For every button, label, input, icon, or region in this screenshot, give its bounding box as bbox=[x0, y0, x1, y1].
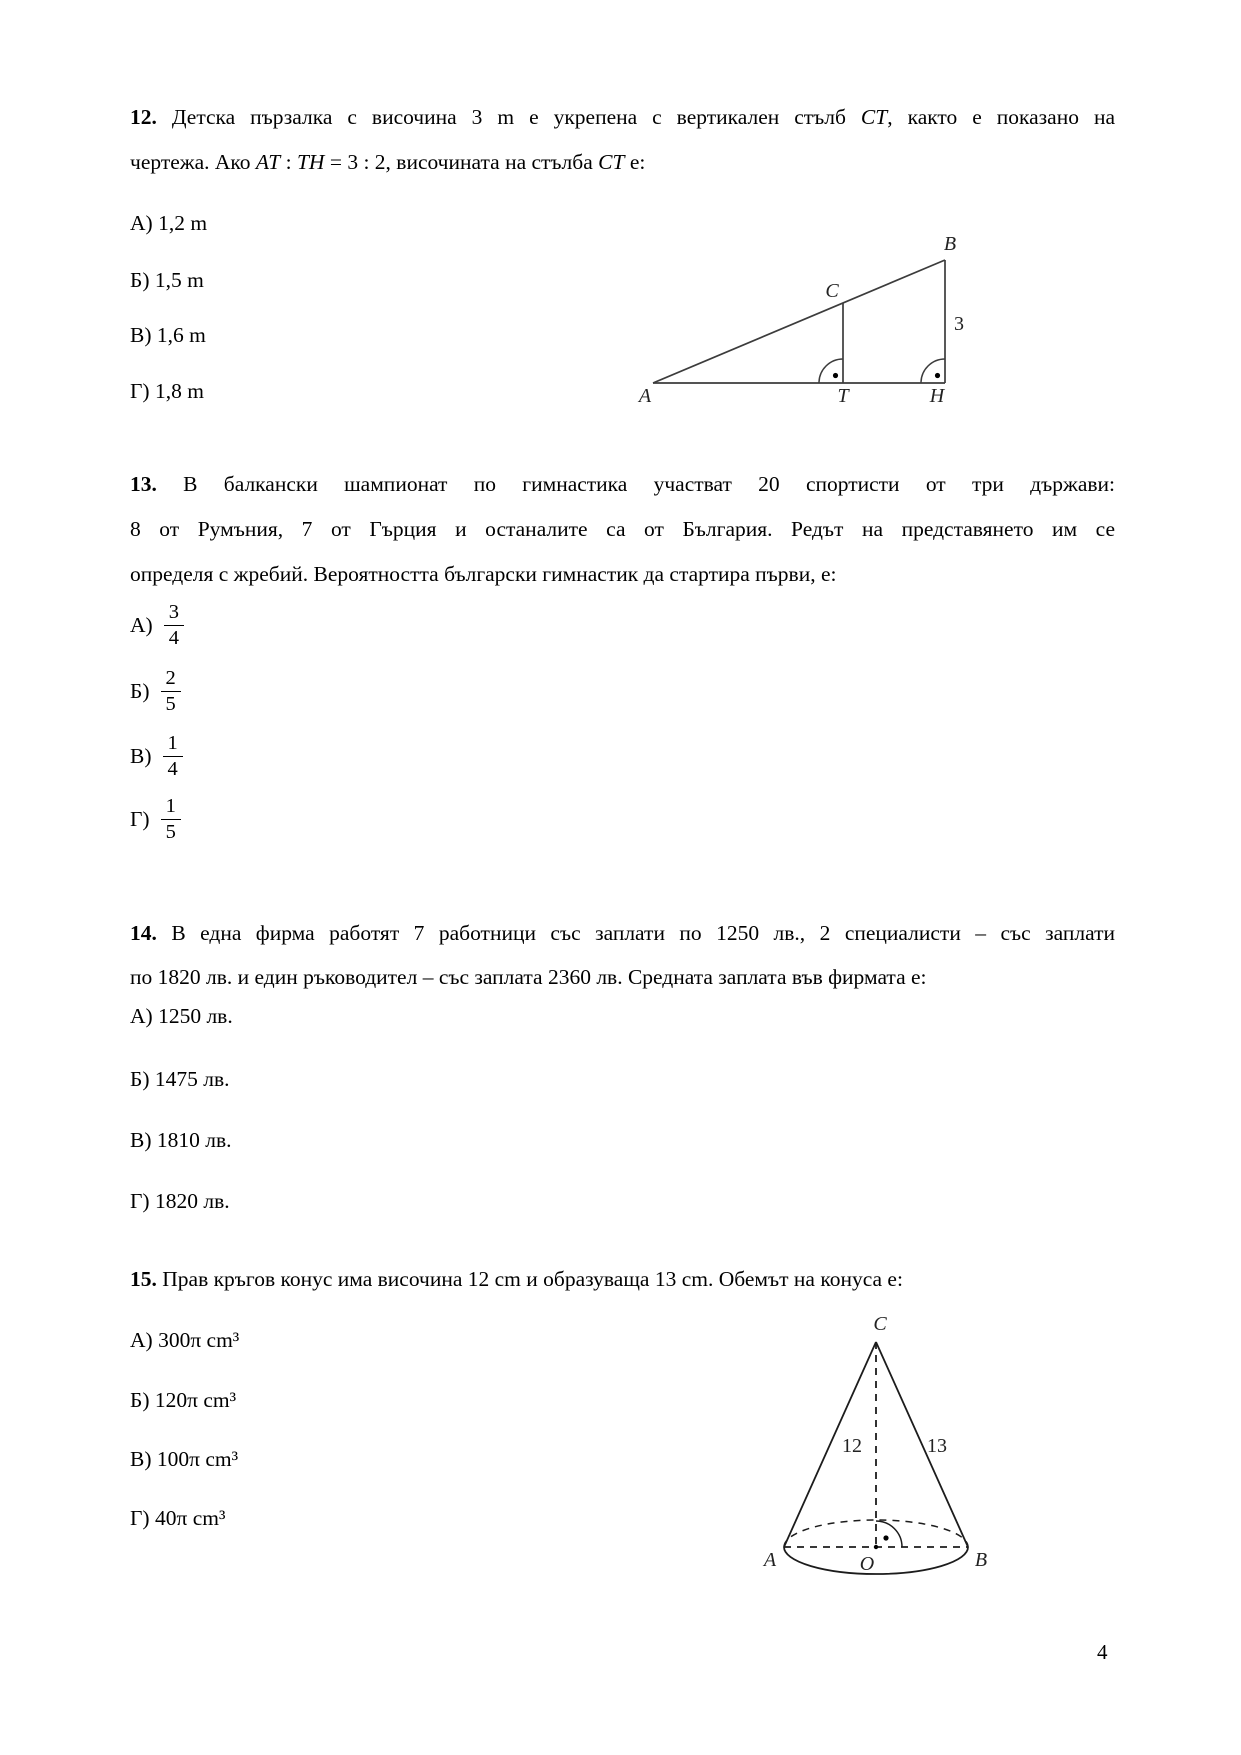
right-angle-arc-H bbox=[921, 359, 945, 383]
q12-option-b bbox=[130, 267, 204, 293]
q12-option-v bbox=[130, 322, 206, 348]
fraction bbox=[164, 600, 184, 650]
fraction-numerator: 1 bbox=[161, 794, 181, 820]
option-label: Г) bbox=[130, 1506, 150, 1530]
option-label: Б) bbox=[130, 1388, 150, 1412]
right-angle-dot-H bbox=[935, 373, 940, 378]
q13-option-g bbox=[130, 794, 181, 844]
triangle-label-T: T bbox=[837, 385, 849, 407]
slide-line-AB bbox=[653, 260, 945, 383]
right-angle-arc-T bbox=[819, 359, 843, 383]
question-14-line-1: 14. В една фирма работят 7 работници със заплати по 1250 лв., 2 специалисти – със заплати bbox=[130, 921, 1116, 945]
question-13-line-2: 8 от Румъния, 7 от Гърция и останалите са от България. Редът на представянето им се bbox=[130, 517, 1115, 541]
q14-option-v bbox=[130, 1127, 232, 1153]
fraction-numerator: 1 bbox=[163, 731, 183, 757]
question-13-line-1: 13. В балкански шампионат по гимнастика участват 20 спортисти от три държави: bbox=[130, 472, 1115, 496]
option-label: Б) bbox=[130, 1067, 150, 1091]
fraction-numerator: 2 bbox=[161, 666, 181, 692]
cone-label-A: A bbox=[763, 1549, 777, 1571]
option-text: 1475 лв. bbox=[154, 1067, 230, 1091]
question-12-line-1: 12. Детска пързалка с височина 3 m е укрепена с вертикален стълб CT, както е показано на bbox=[130, 105, 1116, 129]
option-label: В) bbox=[130, 323, 152, 347]
triangle-label-B: B bbox=[943, 233, 957, 255]
fraction bbox=[161, 666, 181, 716]
fraction-denominator: 5 bbox=[165, 820, 176, 843]
fraction-numerator: 3 bbox=[164, 600, 184, 626]
fraction-denominator: 4 bbox=[167, 757, 178, 780]
option-text: 1820 лв. bbox=[154, 1189, 230, 1213]
option-text: 1250 лв. bbox=[158, 1004, 233, 1028]
option-label: Б) bbox=[130, 678, 150, 703]
fraction bbox=[161, 794, 181, 844]
q14-option-g bbox=[130, 1188, 230, 1214]
q13-option-b bbox=[130, 666, 181, 716]
option-text: 1,8 m bbox=[154, 379, 204, 403]
fraction bbox=[163, 731, 183, 781]
question-14-line-2: по 1820 лв. и един ръководител – със заплата 2360 лв. Средната заплата във фирмата е: bbox=[130, 965, 927, 989]
page-number: 4 bbox=[1097, 1640, 1108, 1664]
q12-option-a bbox=[130, 210, 207, 236]
cone-slant-left bbox=[784, 1342, 876, 1547]
cone-label-O: O bbox=[859, 1553, 875, 1575]
option-label: Г) bbox=[130, 379, 150, 403]
option-label: В) bbox=[130, 743, 152, 768]
cone-label-13: 13 bbox=[927, 1435, 947, 1457]
question-13-line-3: определя с жребий. Вероятността български гимнастик да стартира първи, е: bbox=[130, 562, 837, 586]
q14-option-b bbox=[130, 1066, 230, 1092]
q15-option-a bbox=[130, 1327, 239, 1353]
triangle-label-3: 3 bbox=[954, 313, 964, 335]
option-label: Г) bbox=[130, 1189, 150, 1213]
q15-option-v bbox=[130, 1446, 238, 1472]
question-15-line-1: 15. Прав кръгов конус има височина 12 cm и образуваща 13 cm. Обемът на конуса е: bbox=[130, 1267, 903, 1291]
option-text: 1810 лв. bbox=[156, 1128, 232, 1152]
triangle-label-H: H bbox=[929, 385, 945, 407]
fraction-denominator: 5 bbox=[165, 692, 176, 715]
triangle-label-A: A bbox=[638, 385, 652, 407]
question-14-text bbox=[130, 911, 1115, 999]
cone-label-12: 12 bbox=[842, 1435, 862, 1457]
question-12-text bbox=[130, 95, 1115, 185]
option-label: В) bbox=[130, 1447, 152, 1471]
option-label: А) bbox=[130, 612, 153, 637]
cone-base-ellipse-front bbox=[784, 1547, 968, 1574]
option-text: 40π cm³ bbox=[154, 1506, 226, 1530]
right-angle-dot-T bbox=[833, 373, 838, 378]
q13-option-a bbox=[130, 600, 184, 650]
option-label: Г) bbox=[130, 806, 150, 831]
question-12-line-2: чертежа. Ако AT : TH = 3 : 2, височината на стълба CT е: bbox=[130, 150, 646, 174]
fraction-denominator: 4 bbox=[168, 626, 179, 649]
option-label: Б) bbox=[130, 268, 150, 292]
q12-triangle-figure bbox=[560, 200, 990, 410]
option-text: 120π cm³ bbox=[154, 1388, 237, 1412]
option-text: 1,5 m bbox=[154, 268, 204, 292]
q14-option-a bbox=[130, 1003, 233, 1029]
option-text: 300π cm³ bbox=[158, 1328, 240, 1352]
center-point-O bbox=[874, 1545, 878, 1549]
option-label: А) bbox=[130, 1328, 153, 1352]
option-text: 1,6 m bbox=[156, 323, 206, 347]
right-angle-dot-O bbox=[883, 1535, 888, 1540]
q15-option-b bbox=[130, 1387, 236, 1413]
cone-label-B: B bbox=[974, 1549, 988, 1571]
option-label: А) bbox=[130, 211, 153, 235]
q12-option-g bbox=[130, 378, 204, 404]
cone-label-C: C bbox=[873, 1313, 887, 1335]
q13-option-v bbox=[130, 731, 183, 781]
cone-slant-right bbox=[876, 1342, 968, 1547]
option-label: А) bbox=[130, 1004, 153, 1028]
q15-cone-figure bbox=[700, 1300, 1030, 1640]
option-text: 100π cm³ bbox=[156, 1447, 239, 1471]
triangle-label-C: C bbox=[825, 280, 839, 302]
option-label: В) bbox=[130, 1128, 152, 1152]
q15-option-g bbox=[130, 1505, 225, 1531]
question-13-text bbox=[130, 462, 1115, 597]
right-angle-arc-O bbox=[876, 1521, 902, 1547]
question-15-text bbox=[130, 1266, 1115, 1292]
option-text: 1,2 m bbox=[158, 211, 208, 235]
